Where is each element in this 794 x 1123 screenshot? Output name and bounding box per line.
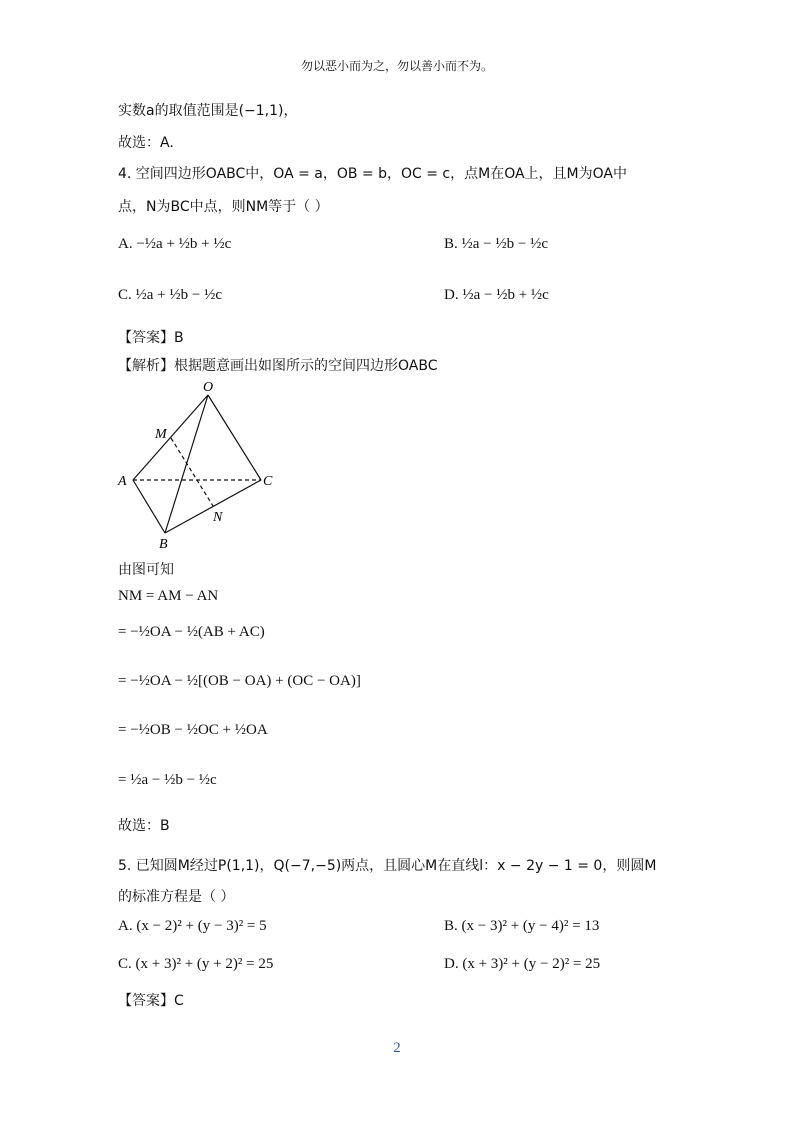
q4-option-c[interactable]: C. ½a + ½b − ½c [118,287,222,303]
select-a-line: 故选：A. [118,135,174,151]
derivation-step-1: NM = AM − AN [118,588,219,604]
from-figure-line: 由图可知 [118,562,174,578]
label-N: N [213,510,223,525]
q5-option-d[interactable]: D. (x + 3)² + (y − 2)² = 25 [444,956,601,972]
derivation-step-2: = −½OA − ½(AB + AC) [118,624,265,640]
edge-OA [133,395,208,480]
derivation-step-3: = −½OA − ½[(OB − OA) + (OC − OA)] [118,673,361,689]
page-header: 勿以恶小而为之，勿以善小而不为。 [300,59,493,73]
label-C: C [263,474,273,489]
edge-OC [208,395,261,480]
q4-option-b[interactable]: B. ½a − ½b − ½c [444,236,548,252]
q5-answer: 【答案】C [118,993,184,1009]
q5-stem-line2: 的标准方程是（ ） [118,889,235,905]
range-line: 实数a的取值范围是(−1,1)， [118,103,298,119]
q4-option-a[interactable]: A. −½a + ½b + ½c [118,236,232,252]
q5-option-c[interactable]: C. (x + 3)² + (y + 2)² = 25 [118,956,274,972]
derivation-step-4: = −½OB − ½OC + ½OA [118,722,268,738]
q5-option-a[interactable]: A. (x − 2)² + (y − 3)² = 5 [118,918,267,934]
edge-AB [133,480,165,533]
label-M: M [155,427,167,442]
q4-stem-line2: 点，N为BC中点，则NM等于（ ） [118,199,329,215]
q4-stem-line1: 4. 空间四边形OABC中，OA = a，OB = b，OC = c，点M在OA上，且M为OA中 [118,166,627,182]
q4-option-d[interactable]: D. ½a − ½b + ½c [444,287,549,303]
select-b-line: 故选：B [118,818,170,834]
label-A: A [118,474,127,489]
label-O: O [203,380,214,395]
q4-answer: 【答案】B [118,330,184,346]
label-B: B [159,537,168,550]
q5-option-b[interactable]: B. (x − 3)² + (y − 4)² = 13 [444,918,600,934]
page-number: 2 [393,1040,401,1056]
tetrahedron-figure [115,378,285,550]
derivation-step-5: = ½a − ½b − ½c [118,772,217,788]
q5-stem-line1: 5. 已知圆M经过P(1,1)，Q(−7,−5)两点，且圆心M在直线l：x − 2y − 1 = 0，则圆M [118,858,657,874]
q4-analysis: 【解析】根据题意画出如图所示的空间四边形OABC [118,358,438,374]
